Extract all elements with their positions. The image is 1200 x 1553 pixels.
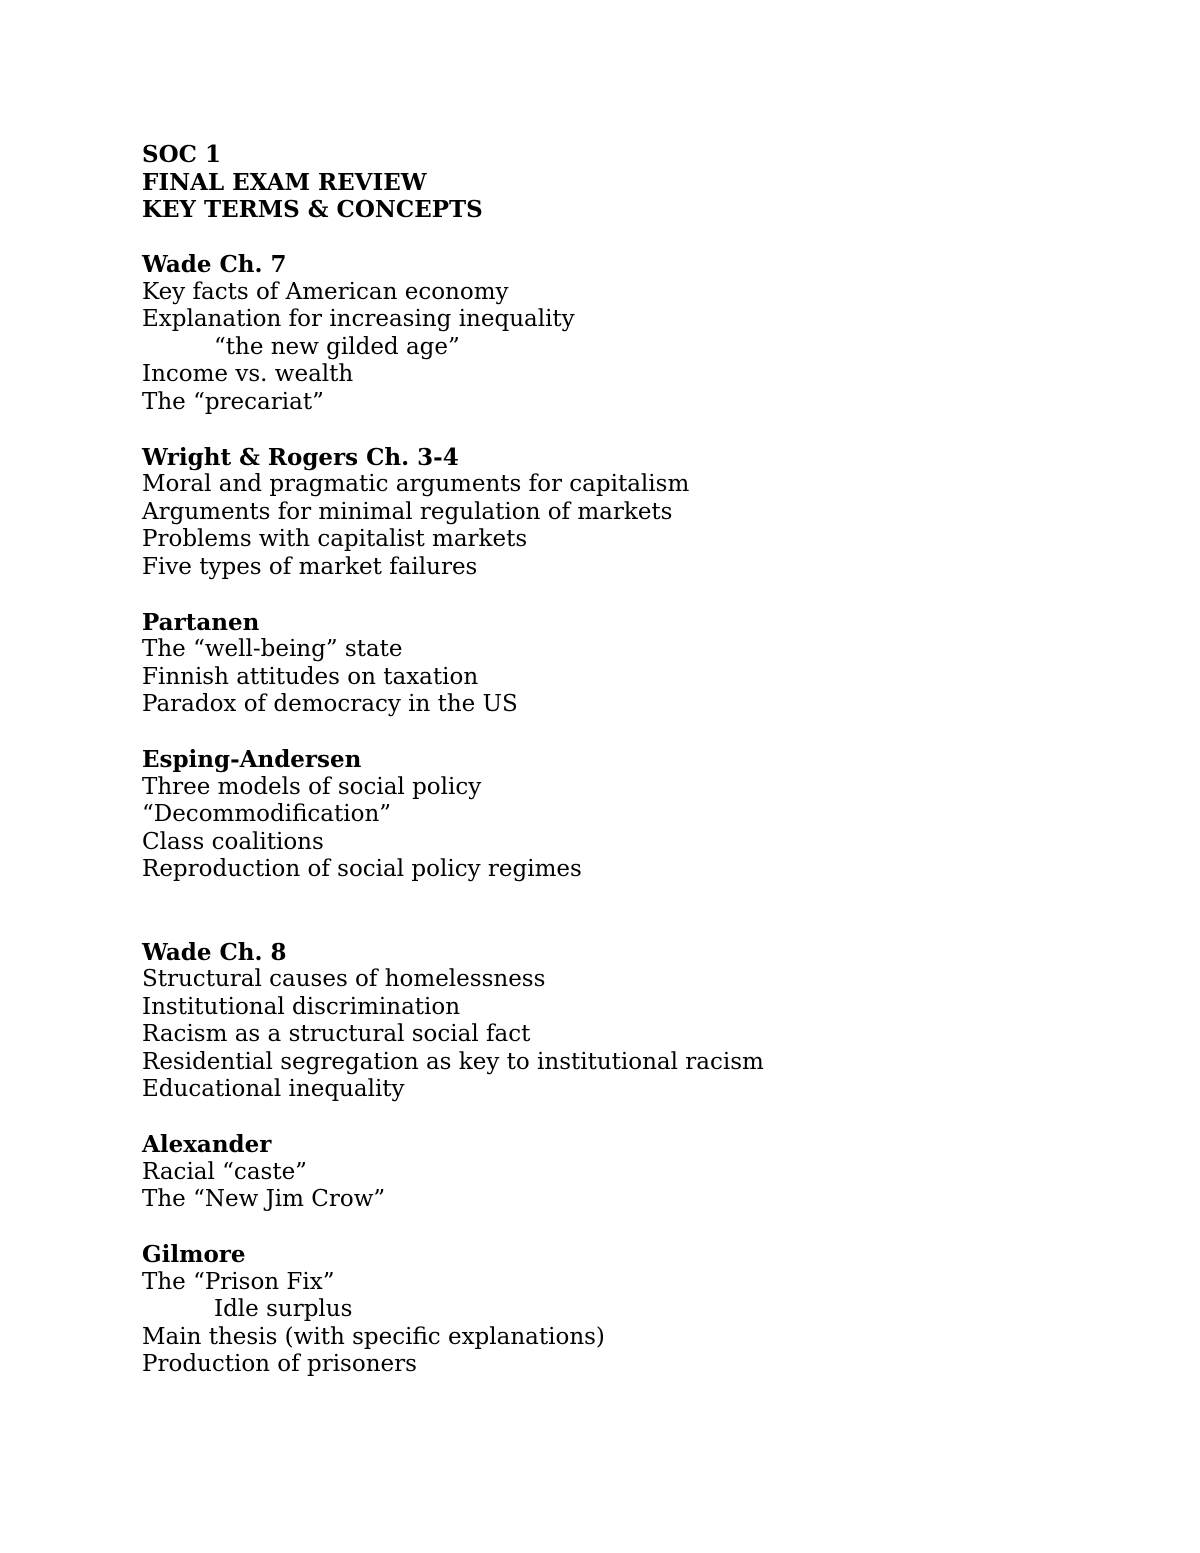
list-item: Arguments for minimal regulation of markets bbox=[142, 498, 673, 525]
list-item: Class coalitions bbox=[142, 828, 324, 855]
list-item: Structural causes of homelessness bbox=[142, 966, 546, 992]
list-item: Five types of market failures bbox=[142, 553, 478, 580]
spacer bbox=[142, 1214, 1142, 1242]
document-subtitle: KEY TERMS & CONCEPTS bbox=[142, 196, 483, 223]
section-heading: Alexander bbox=[142, 1131, 272, 1158]
section-heading: Wade Ch. 8 bbox=[142, 938, 287, 966]
list-item: Paradox of democracy in the US bbox=[142, 691, 518, 717]
list-item: The “precariat” bbox=[142, 388, 324, 415]
list-subitem: “the new gilded age” bbox=[214, 333, 460, 360]
section-heading: Wade Ch. 7 bbox=[142, 251, 287, 278]
list-item: Reproduction of social policy regimes bbox=[142, 856, 582, 882]
spacer bbox=[142, 1104, 1142, 1132]
spacer bbox=[142, 416, 1142, 444]
list-item: Moral and pragmatic arguments for capitalism bbox=[142, 471, 690, 497]
list-item: Income vs. wealth bbox=[142, 361, 354, 387]
spacer bbox=[142, 884, 1142, 939]
spacer bbox=[142, 224, 1142, 252]
list-item: Three models of social policy bbox=[142, 773, 482, 800]
list-subitem: Idle surplus bbox=[214, 1296, 353, 1322]
spacer bbox=[142, 719, 1142, 747]
list-item: Residential segregation as key to institutional racism bbox=[142, 1048, 764, 1075]
list-item: Finnish attitudes on taxation bbox=[142, 663, 479, 690]
spacer bbox=[142, 581, 1142, 609]
list-item: The “Prison Fix” bbox=[142, 1268, 335, 1295]
section-heading: Esping-Andersen bbox=[142, 746, 362, 773]
list-item: Problems with capitalist markets bbox=[142, 526, 528, 552]
course-code: SOC 1 bbox=[142, 141, 221, 168]
list-item: Key facts of American economy bbox=[142, 278, 509, 305]
list-item: Racism as a structural social fact bbox=[142, 1021, 531, 1047]
list-item: Production of prisoners bbox=[142, 1351, 417, 1377]
section-heading: Partanen bbox=[142, 608, 260, 636]
list-item: The “New Jim Crow” bbox=[142, 1186, 386, 1212]
section-heading: Gilmore bbox=[142, 1241, 246, 1268]
list-item: Explanation for increasing inequality bbox=[142, 306, 575, 332]
list-item: Main thesis (with specific explanations) bbox=[142, 1323, 605, 1350]
list-item: Educational inequality bbox=[142, 1076, 405, 1102]
list-item: Racial “caste” bbox=[142, 1158, 307, 1185]
list-item: Institutional discrimination bbox=[142, 993, 461, 1020]
list-item: The “well-being” state bbox=[142, 636, 403, 662]
document-title: FINAL EXAM REVIEW bbox=[142, 168, 427, 196]
list-item: “Decommodification” bbox=[142, 801, 392, 827]
document-body bbox=[142, 141, 1142, 1379]
section-heading: Wright & Rogers Ch. 3-4 bbox=[142, 443, 459, 471]
